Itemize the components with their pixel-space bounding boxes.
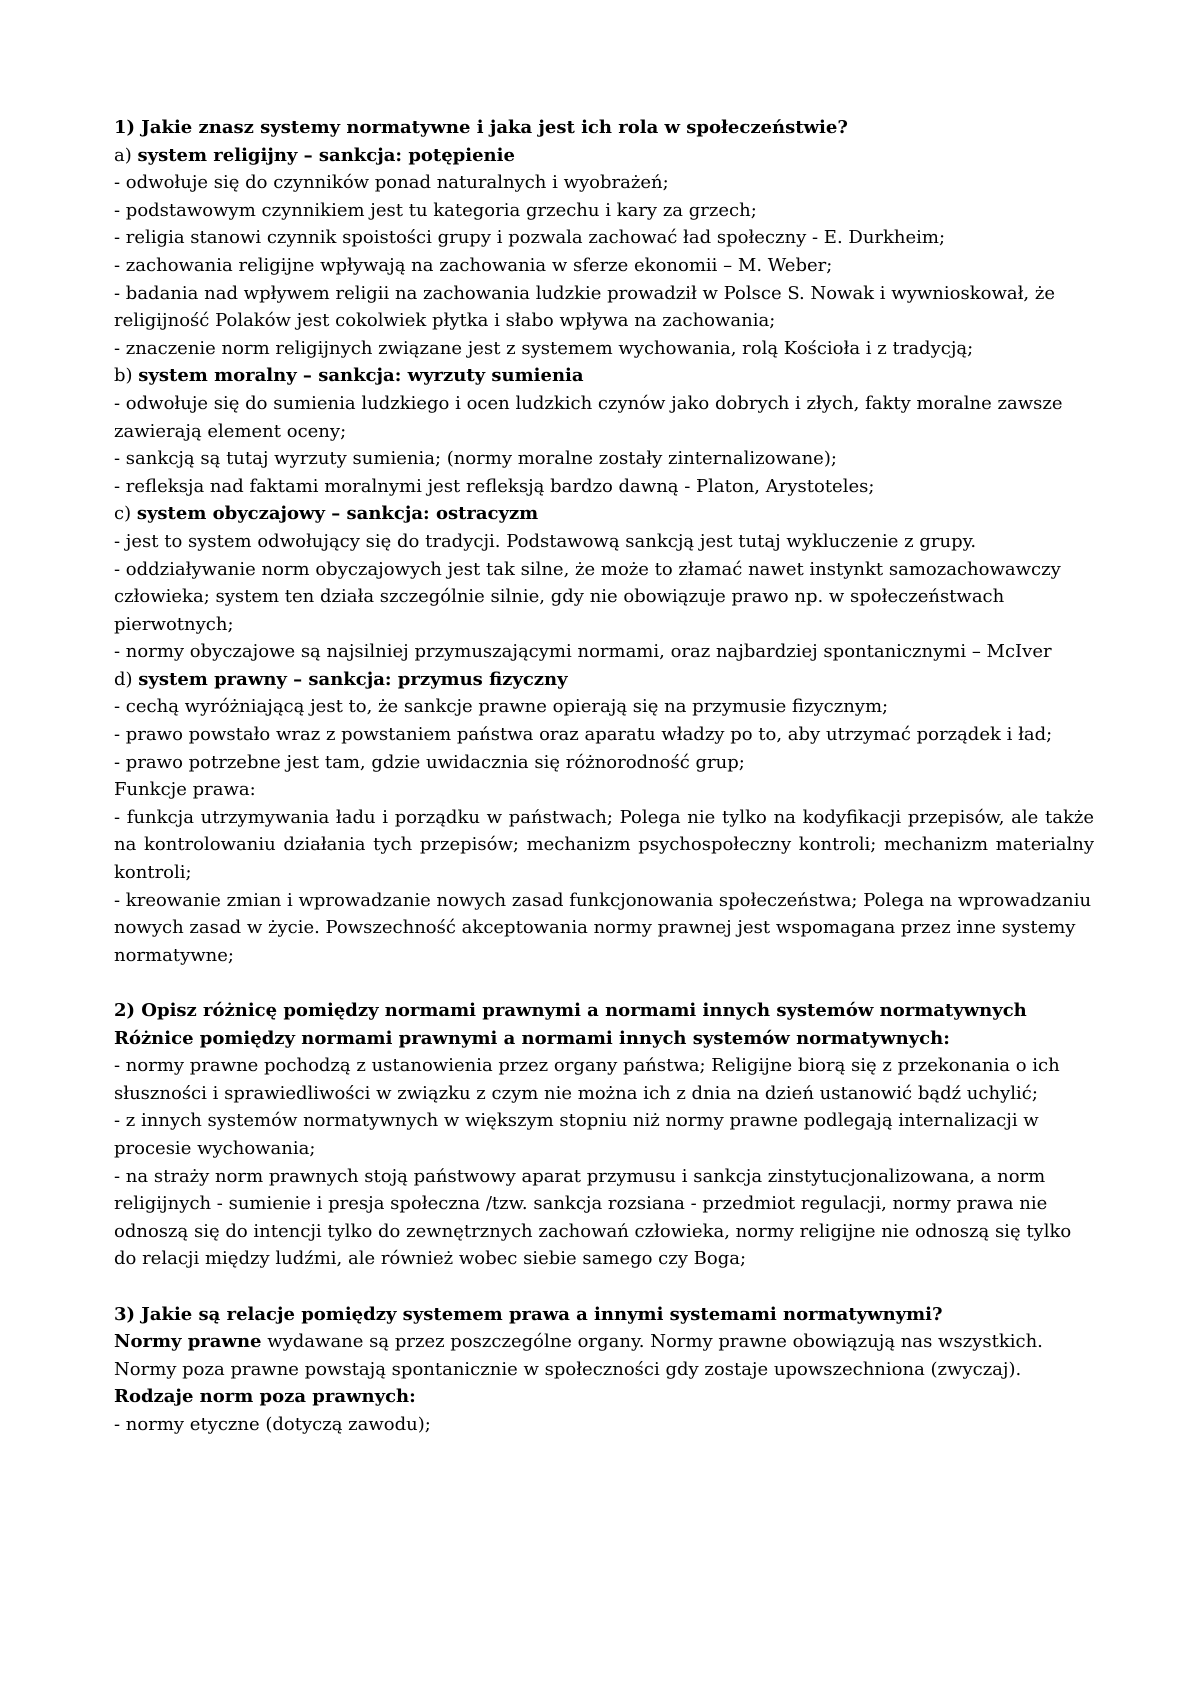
- q1-a-heading-line: [114, 142, 1094, 170]
- q1-d-prefix: d): [114, 668, 139, 690]
- q2-title: 2) Opisz różnicę pomiędzy normami prawnymi a normami innych systemów normatywnych: [114, 1000, 1027, 1021]
- q1-d-heading: system prawny – sankcja: przymus fizyczny: [138, 668, 568, 690]
- q1-a-item: - odwołuje się do czynników ponad naturalnych i wyobrażeń;: [114, 172, 669, 194]
- q3-intro-bold: Normy prawne: [114, 1331, 262, 1353]
- q1-a-item: - znaczenie norm religijnych związane jest z systemem wychowania, rolą Kościoła i z tradycją;: [114, 337, 974, 359]
- q1-a-item: - podstawowym czynnikiem jest tu kategoria grzechu i kary za grzech;: [114, 199, 757, 221]
- q2-item: - z innych systemów normatywnych w większym stopniu niż normy prawne podlegają internalizacji w procesie wychowania;: [114, 1110, 1039, 1159]
- q1-d-item: - cechą wyróżniającą jest to, że sankcje prawne opierają się na przymusie fizycznym;: [114, 696, 889, 718]
- q2-item: - normy prawne pochodzą z ustanowienia przez organy państwa; Religijne biorą się z przekonania o ich słuszności i sprawiedliwości w związku z czym nie można ich z dnia na dzień ustanowić bądź uchylić;: [114, 1055, 1060, 1104]
- q1-c-item: - jest to system odwołujący się do tradycji. Podstawową sankcją jest tutaj wykluczenie z grupy.: [114, 530, 977, 552]
- q1-d-item: - prawo potrzebne jest tam, gdzie uwidacznia się różnorodność grup;: [114, 751, 745, 773]
- q1-c-heading: system obyczajowy – sankcja: ostracyzm: [136, 503, 539, 525]
- q1-a-prefix: a): [114, 144, 138, 166]
- q1-title: 1) Jakie znasz systemy normatywne i jaka jest ich rola w społeczeństwie?: [114, 117, 848, 138]
- q1-c-item: - oddziaływanie norm obyczajowych jest tak silne, że może to złamać nawet instynkt samozachowawczy człowieka; system ten działa szczególnie silnie, gdy nie obowiązuje prawo np. w społeczeństwach pierwotnych;: [114, 558, 1061, 635]
- q3-type-item: - normy etyczne (dotyczą zawodu);: [114, 1413, 431, 1435]
- q1-b-item: - odwołuje się do sumienia ludzkiego i ocen ludzkich czynów jako dobrych i złych, fakty moralne zawsze zawierają element oceny;: [114, 392, 1063, 442]
- q1-b-prefix: b): [114, 365, 139, 387]
- q1-c-prefix: c): [114, 503, 137, 525]
- q1-b-item: - sankcją są tutaj wyrzuty sumienia; (normy moralne zostały zinternalizowane);: [114, 448, 837, 470]
- q3-title: 3) Jakie są relacje pomiędzy systemem prawa a innymi systemami normatywnymi?: [114, 1303, 943, 1325]
- q3-types-heading: Rodzaje norm poza prawnych:: [114, 1386, 416, 1408]
- q1-d-item: - prawo powstało wraz z powstaniem państwa oraz aparatu władzy po to, aby utrzymać porządek i ład;: [114, 724, 1053, 746]
- q3-intro-rest: wydawane są przez poszczególne organy. Normy prawne obowiązują nas wszystkich. Normy poza prawne powstają spontanicznie w społeczności gdy zostaje upowszechniona (zwyczaj).: [114, 1331, 1043, 1380]
- q1-b-heading-line: [114, 362, 1094, 390]
- q1-b-heading: system moralny – sankcja: wyrzuty sumienia: [138, 365, 584, 387]
- section-gap: [114, 1273, 1094, 1301]
- q1-b-item: - refleksja nad faktami moralnymi jest refleksją bardzo dawną - Platon, Arystoteles;: [114, 475, 875, 497]
- q1-c-item: - normy obyczajowe są najsilniej przymuszającymi normami, oraz najbardziej spontanicznymi – McIver: [114, 641, 1052, 663]
- q1-d-heading-line: [114, 666, 1094, 694]
- q2-subtitle: Różnice pomiędzy normami prawnymi a normami innych systemów normatywnych:: [114, 1027, 950, 1049]
- q3-intro: [114, 1328, 1094, 1383]
- q1-a-item: - zachowania religijne wpływają na zachowania w sferze ekonomii – M. Weber;: [114, 254, 833, 276]
- q1-a-heading: system religijny – sankcja: potępienie: [137, 144, 515, 166]
- document-page: [114, 114, 1094, 1439]
- q1-functions-label: Funkcje prawa:: [114, 779, 256, 801]
- q1-c-heading-line: [114, 500, 1094, 528]
- q1-a-item: - religia stanowi czynnik spoistości grupy i pozwala zachować ład społeczny - E. Durkheim;: [114, 227, 946, 249]
- q1-function-item: - kreowanie zmian i wprowadzanie nowych zasad funkcjonowania społeczeństwa; Polega na wprowadzaniu nowych zasad w życie. Powszechność akceptowania normy prawnej jest wspomagana przez inne systemy normatywne;: [114, 889, 1092, 966]
- q1-function-item: - funkcja utrzymywania ładu i porządku w państwach; Polega nie tylko na kodyfikacji przepisów, ale także na kontrolowaniu działania tych przepisów; mechanizm psychospołeczny kontroli; mechanizm materialny kontroli;: [114, 806, 1094, 884]
- section-gap: [114, 969, 1094, 997]
- q1-a-item: - badania nad wpływem religii na zachowania ludzkie prowadził w Polsce S. Nowak i wywnioskował, że religijność Polaków jest cokolwiek płytka i słabo wpływa na zachowania;: [114, 282, 1055, 332]
- q2-item: - na straży norm prawnych stoją państwowy aparat przymusu i sankcja zinstytucjonalizowana, a norm religijnych - sumienie i presja społeczna /tzw. sankcja rozsiana - przedmiot regulacji, normy prawa nie odnoszą się do intencji tylko do zewnętrznych zachowań człowieka, normy religijne nie odnoszą się tylko do relacji między ludźmi, ale również wobec siebie samego czy Boga;: [114, 1165, 1072, 1270]
